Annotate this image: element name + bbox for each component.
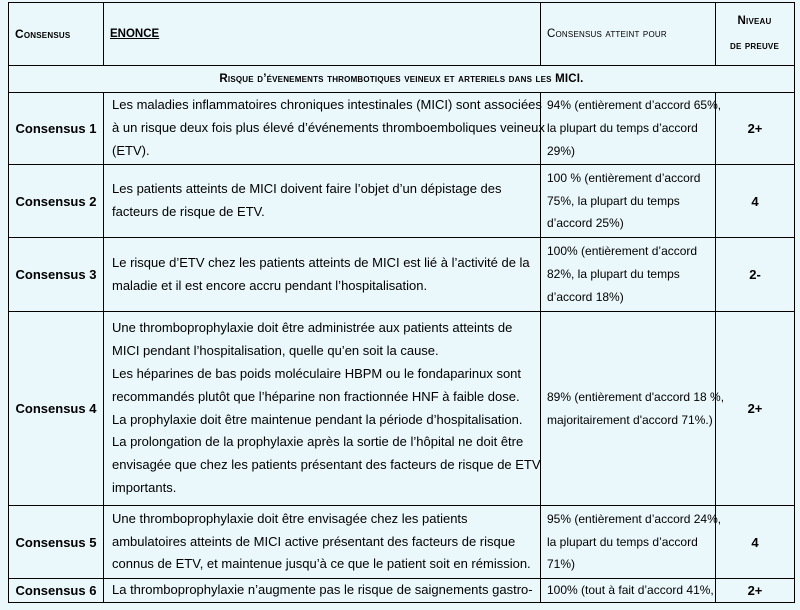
consensus-name: Consensus 2 [9, 165, 104, 238]
text-line: ambulatoires atteints de MICI active présentant des facteurs de risque [112, 533, 516, 549]
evidence-level: 2- [716, 238, 795, 312]
consensus-text [104, 506, 541, 579]
section-title: Risque d’évenements thrombotiques veineux et arteriels dans les MICI. [9, 66, 795, 93]
agreement-line: 71%) [547, 557, 576, 572]
table-row [9, 165, 795, 238]
agreement-line: 100 % (entièrement d’accord [547, 170, 701, 185]
section-row [9, 66, 795, 93]
agreement-line: la plupart du temps d’accord [547, 121, 698, 136]
agreement-line: 89% (entièrement d'accord 18 %, [547, 389, 725, 404]
consensus-agreement [541, 506, 722, 579]
text-line: importants. [112, 479, 177, 495]
agreement-line: majoritairement d'accord 71%.) [547, 412, 713, 427]
consensus-text [104, 238, 541, 312]
text-line: recommandés plutôt que l’héparine non fractionnée HNF à faible dose. [112, 388, 520, 404]
agreement-line: 75%, la plupart du temps [547, 193, 680, 208]
consensus-name: Consensus 1 [9, 93, 104, 165]
evidence-level: 2+ [716, 93, 795, 165]
text-line: (ETV). [112, 142, 150, 158]
text-line: Une thromboprophylaxie doit être envisagée chez les patients [112, 510, 468, 526]
consensus-table [8, 2, 795, 603]
evidence-level: 4 [716, 165, 795, 238]
consensus-agreement [541, 312, 725, 506]
text-line: Une thromboprophylaxie doit être administrée aux patients atteints de [112, 320, 513, 336]
agreement-line: 82%, la plupart du temps [547, 267, 680, 282]
agreement-line: 29%) [547, 143, 576, 158]
header-niveau-preuve [716, 3, 795, 66]
agreement-line: d’accord 25%) [547, 216, 624, 231]
evidence-level: 4 [716, 506, 795, 579]
text-line: La prolongation de la prophylaxie après la sortie de l’hôpital ne doit être [112, 434, 524, 450]
table-row [9, 238, 795, 312]
text-line: facteurs de risque de ETV. [112, 204, 265, 219]
table-row [9, 93, 795, 165]
header-consensus: Consensus [9, 3, 104, 66]
table-row [9, 312, 795, 506]
agreement-line: 95% (entièrement d’accord 24%, [547, 511, 722, 526]
text-line: La prophylaxie doit être maintenue pendant la période d’hospitalisation. [112, 411, 523, 427]
consensus-agreement [541, 165, 716, 238]
consensus-agreement [541, 238, 716, 312]
text-line: Le risque d’ETV chez les patients atteints de MICI est lié à l’activité de la [112, 254, 530, 270]
header-consensus-atteint: Consensus atteint pour [541, 3, 716, 66]
text-line: Les maladies inflammatoires chroniques intestinales (MICI) sont associées [112, 97, 542, 113]
text-line: envisagée que chez les patients présentant des facteurs de risque de ETV [112, 457, 541, 473]
consensus-name: Consensus 3 [9, 238, 104, 312]
table-row [9, 579, 795, 603]
consensus-text [104, 165, 541, 238]
text-line: connus de ETV, et maintenue jusqu’à ce que le patient soit en rémission. [112, 556, 531, 572]
table-header-row [9, 3, 795, 66]
consensus-name: Consensus 5 [9, 506, 104, 579]
consensus-text [104, 312, 541, 506]
consensus-text [104, 93, 545, 165]
agreement-line: 94% (entièrement d’accord 65%, [547, 98, 722, 113]
consensus-name: Consensus 6 [9, 579, 104, 603]
text-line: La thromboprophylaxie n’augmente pas le risque de saignements gastro- [112, 582, 533, 598]
consensus-text [104, 579, 541, 603]
consensus-agreement [541, 93, 722, 165]
text-line: Les patients atteints de MICI doivent faire l’objet d’un dépistage des [112, 181, 502, 197]
header-niveau-line1: Niveau [737, 15, 772, 27]
text-line: MICI pendant l’hospitalisation, quelle qu’en soit la cause. [112, 343, 439, 359]
text-line: à un risque deux fois plus élevé d’événements thromboemboliques veineux [112, 120, 545, 136]
text-line: Les héparines de bas poids moléculaire HBPM ou le fondaparinux sont [112, 365, 522, 381]
agreement-line: 100% (entièrement d’accord [547, 244, 698, 259]
agreement-line: 100% (tout à fait d’accord 41%, [547, 583, 714, 598]
header-enonce: ENONCE [104, 3, 541, 66]
evidence-level: 2+ [716, 579, 795, 603]
table-row [9, 506, 795, 579]
consensus-name: Consensus 4 [9, 312, 104, 506]
consensus-agreement [541, 579, 716, 603]
text-line: maladie et il est encore accru pendant l’hospitalisation. [112, 277, 428, 293]
agreement-line: la plupart du temps d’accord [547, 534, 698, 549]
agreement-line: d’accord 18%) [547, 289, 624, 304]
evidence-level: 2+ [716, 312, 795, 506]
header-niveau-line2: de preuve [729, 40, 779, 52]
